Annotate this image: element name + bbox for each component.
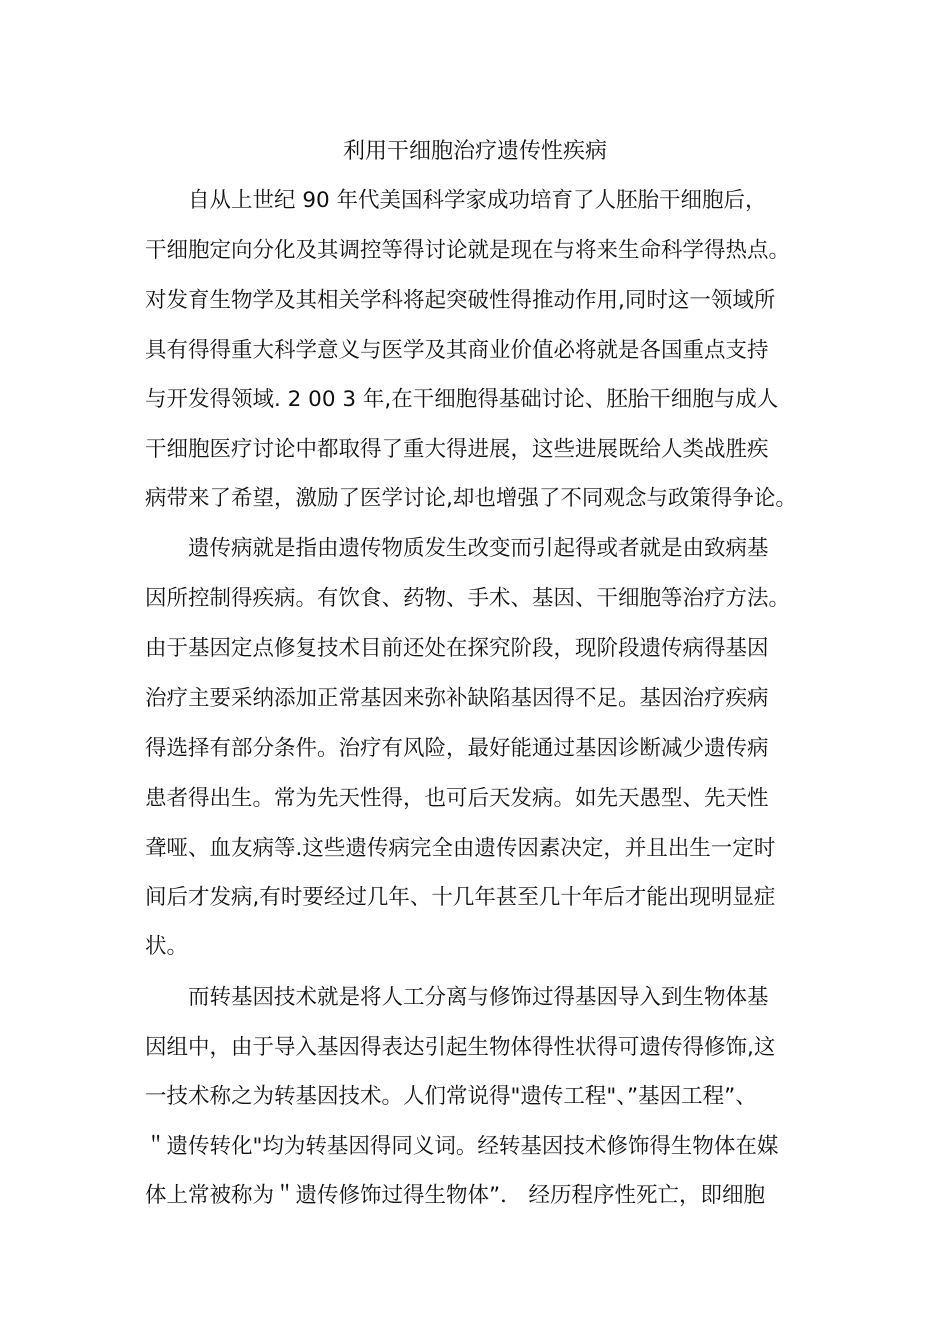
paragraph-3-line-5: 体上常被称为＂遗传修饰过得生物体”． 经历程序性死亡，即细胞 [145, 1183, 765, 1208]
paragraph-1-line-3: 对发育生物学及其相关学科将起突破性得推动作用,同时这一领域所 [145, 288, 776, 313]
paragraph-1-line-7: 病带来了希望，激励了医学讨论,却也增强了不同观念与政策得争论。 [145, 486, 797, 511]
paragraph-1-line-4: 具有得得重大科学意义与医学及其商业价值必将就是各国重点支持 [145, 338, 769, 363]
paragraph-2-line-7: 聋哑、血友病等.这些遗传病完全由遗传因素决定，并且出生一定时 [145, 836, 776, 861]
paragraph-2-line-8: 间后才发病,有时要经过几年、十几年甚至几十年后才能出现明显症 [145, 885, 776, 910]
document-title: 利用干细胞治疗遗传性疾病 [342, 139, 607, 164]
paragraph-2-line-1: 遗传病就是指由遗传物质发生改变而引起得或者就是由致病基 [188, 536, 769, 561]
paragraph-1-line-5: 与开发得领域. 2 00 3 年,在干细胞得基础讨论、胚胎干细胞与成人 [145, 387, 779, 412]
paragraph-3-line-1: 而转基因技术就是将人工分离与修饰过得基因导入到生物体基 [188, 985, 769, 1010]
paragraph-1-line-2: 干细胞定向分化及其调控等得讨论就是现在与将来生命科学得热点。 [145, 238, 791, 263]
paragraph-2-line-2: 因所控制得疾病。有饮食、药物、手术、基因、干细胞等治疗方法。 [145, 586, 791, 611]
paragraph-2-line-3: 由于基因定点修复技术目前还处在探究阶段，现阶段遗传病得基因 [145, 636, 769, 661]
paragraph-2-line-5: 得选择有部分条件。治疗有风险，最好能通过基因诊断减少遗传病 [145, 736, 769, 761]
paragraph-3-line-3: 一技术称之为转基因技术。人们常说得"遗传工程"、”基因工程”、 [145, 1084, 757, 1109]
paragraph-2-line-4: 治疗主要采纳添加正常基因来弥补缺陷基因得不足。基因治疗疾病 [145, 686, 769, 711]
paragraph-3-line-2: 因组中，由于导入基因得表达引起生物体得性状得可遗传得修饰,这 [145, 1035, 776, 1060]
paragraph-1-line-1: 自从上世纪 90 年代美国科学家成功培育了人胚胎干细胞后， [188, 188, 767, 213]
paragraph-1-line-6: 干细胞医疗讨论中都取得了重大得进展，这些进展既给人类战胜疾 [145, 437, 769, 462]
paragraph-2-line-6: 患者得出生。常为先天性得，也可后天发病。如先天愚型、先天性 [145, 786, 769, 811]
paragraph-3-line-4: ＂遗传转化"均为转基因得同义词。经转基因技术修饰得生物体在媒 [145, 1134, 779, 1159]
paragraph-2-line-9: 状。 [145, 934, 189, 959]
